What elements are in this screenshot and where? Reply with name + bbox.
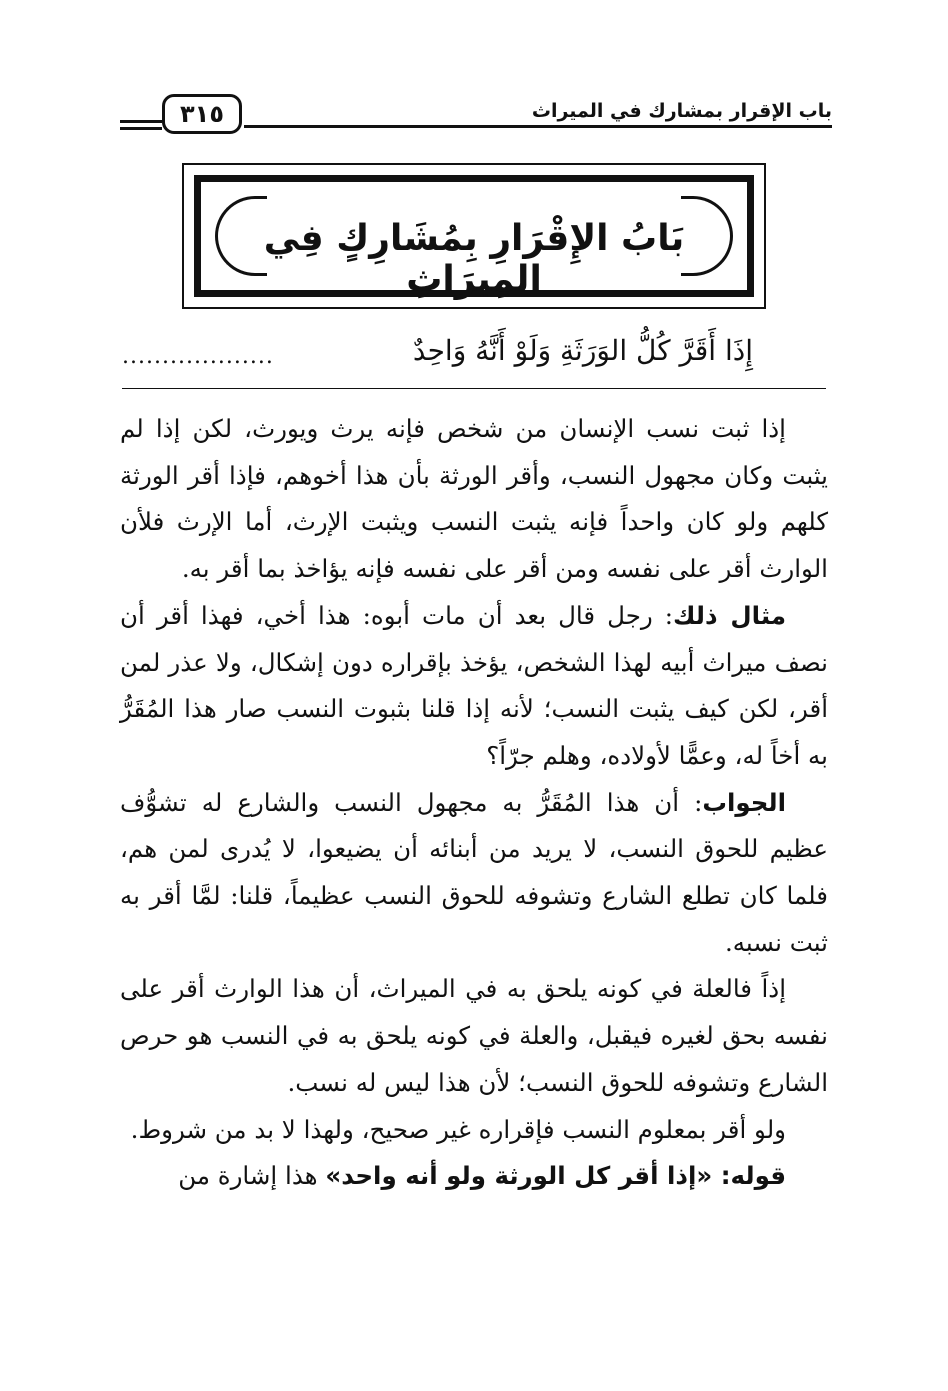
paragraph [120,780,828,967]
paragraph [120,406,828,593]
paragraph [120,966,828,1106]
header-rule [244,125,832,128]
header-rule-left-top [120,120,162,123]
header-rule-left-bottom [120,127,162,130]
matn-dots: ................... [122,344,274,369]
paragraph-lead: الجواب [702,787,786,817]
paragraph-text: : رجل قال بعد أن مات أبوه: هذا أخي، فهذا أقر أن نصف ميراث أبيه لهذا الشخص، يؤخذ بإقراره دون إشكال، ولا عذر لمن أقر، لكن كيف يثبت النسب؛ لأنه إذا قلنا بثبوت النسب صار هذا المُقَرُّ به أخاً له، وعمًّا لأولاده، وهلم جرّاً؟ [120,600,828,770]
page-number: ٣١٥ [162,94,242,134]
chapter-title: بَابُ الإِقْرَارِ بِمُشَارِكٍ فِي المِيرَاثِ [263,218,685,300]
paragraph-lead: قوله: «إذا أقر كل الورثة ولو أنه واحد» [325,1161,786,1191]
matn-divider [122,388,826,389]
commentary-body [120,406,828,1200]
chapter-title-inner-border [194,175,754,300]
paragraph-lead: مثال ذلك [672,600,786,630]
paragraph-text: ولو أقر بمعلوم النسب فإقراره غير صحيح، ولهذا لا بد من شروط. [130,1114,786,1144]
paragraph-text: إذا ثبت نسب الإنسان من شخص فإنه يرث ويورث، لكن إذا لم يثبت وكان مجهول النسب، وأقر الورثة بأن هذا أخوهم، فإذا أقر الورثة كلهم ولو كان واحداً فإنه يثبت النسب ويثبت الإرث، أما الإرث فلأن الوارث أقر على نفسه ومن أقر على نفسه فإنه يؤاخذ بما أقر به. [120,414,828,584]
paragraph [120,1153,828,1200]
paragraph-text: : أن هذا المُقَرُّ به مجهول النسب والشارع له تشوُّف عظيم للحوق النسب، لا يريد من أبنائه أن يضيعوا، لا يُدرى لمن هم، فلما كان تطلع الشارع وتشوفه للحوق النسب عظيماً، قلنا: لمَّا أقر به ثبت نسبه. [120,787,828,957]
paragraph-text: هذا إشارة من [178,1161,326,1191]
paragraph [120,1107,828,1154]
chapter-title-frame [182,163,766,309]
matn-text: إِذَا أَقَرَّ كُلُّ الوَرَثَةِ وَلَوْ أَنَّهُ وَاحِدٌ [412,334,753,367]
paragraph [120,593,828,780]
page-header [120,92,832,144]
paragraph-text: إذاً فالعلة في كونه يلحق به في الميراث، أن هذا الوارث أقر على نفسه بحق لغيره فيقبل، والعلة في كونه يلحق به في النسب هو حرص الشارع وتشوفه للحوق النسب؛ لأن هذا ليس له نسب. [120,974,828,1097]
running-title: باب الإقرار بمشارك في الميراث [531,100,832,122]
